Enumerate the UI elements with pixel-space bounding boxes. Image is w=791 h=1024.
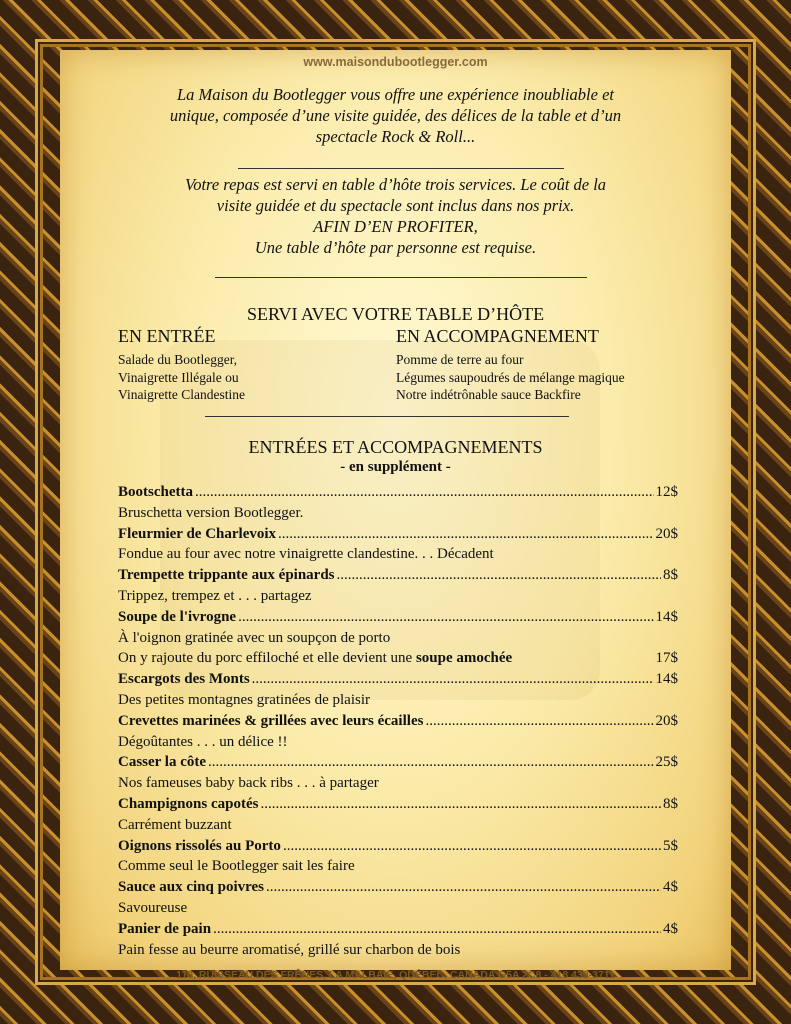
divider (205, 416, 569, 417)
item-description: Dégoûtantes . . . un délice !! (118, 733, 288, 750)
accompagnement-heading: EN ACCOMPAGNEMENT (396, 326, 599, 346)
item-price: 25$ (655, 754, 678, 771)
leader-dots (195, 484, 654, 501)
item-name: Casser la côte (118, 754, 207, 771)
menu-item (118, 609, 678, 630)
section-title: ENTRÉES ET ACCOMPAGNEMENTS (248, 437, 543, 457)
table-hote-title: SERVI AVEC VOTRE TABLE D’HÔTE (246, 304, 545, 324)
info-line: Une table d’hôte par personne est requise. (254, 238, 537, 257)
item-price: 14$ (655, 608, 678, 625)
entree-heading: EN ENTRÉE (118, 326, 216, 346)
soup-extra-price: 17$ (655, 650, 678, 667)
item-description: Nos fameuses baby back ribs . . . à partager (118, 775, 379, 792)
item-price: 20$ (655, 525, 678, 542)
menu-item (118, 796, 678, 817)
spacer (512, 650, 655, 671)
parchment (60, 50, 731, 981)
soup-extra-text: On y rajoute du porc effiloché et elle devient une (118, 650, 413, 667)
intro-line: La Maison du Bootlegger vous offre une expérience inoubliable et (176, 85, 614, 104)
leader-dots (213, 921, 661, 938)
item-name: Fleurmier de Charlevoix (118, 525, 277, 542)
item-price: 5$ (663, 837, 678, 854)
accompagnement-line: Notre indétrônable sauce Backfire (396, 387, 581, 402)
item-name: Champignons capotés (118, 795, 259, 812)
item-description: Des petites montagnes gratinées de plaisir (118, 691, 371, 708)
menu-item (118, 567, 678, 588)
divider (238, 168, 564, 169)
item-name: Escargots des Monts (118, 671, 250, 688)
leader-dots (266, 879, 661, 896)
menu-item (118, 713, 678, 734)
info-line: visite guidée et du spectacle sont inclus dans nos prix. (216, 196, 575, 215)
info-line: Votre repas est servi en table d’hôte trois services. Le coût de la (184, 175, 607, 194)
menu-item (118, 671, 678, 692)
item-name: Soupe de l'ivrogne (118, 608, 237, 625)
soup-extra-line (118, 650, 678, 671)
item-name: Crevettes marinées & grillées avec leurs écailles (118, 712, 424, 729)
item-description: Savoureuse (118, 899, 188, 916)
leader-dots (425, 713, 653, 730)
menu-item (118, 879, 678, 900)
leader-dots (252, 671, 654, 688)
accompagnement-list (396, 351, 625, 404)
item-name: Oignons rissolés au Porto (118, 837, 281, 854)
item-price: 12$ (655, 484, 678, 500)
item-name: Sauce aux cinq poivres (118, 879, 264, 896)
entree-line: Vinaigrette Clandestine (118, 387, 246, 402)
item-description: Comme seul le Bootlegger sait les faire (118, 858, 355, 875)
divider (215, 277, 587, 278)
intro-line: spectacle Rock & Roll... (315, 127, 476, 146)
info-text (60, 174, 731, 258)
menu-items (118, 484, 678, 962)
soup-extra-bold: soupe amochée (415, 650, 513, 667)
item-name: Trempette trippante aux épinards (118, 567, 335, 584)
entree-line: Salade du Bootlegger, (118, 352, 238, 367)
menu-item (118, 526, 678, 547)
leader-dots (238, 609, 653, 626)
item-price: 4$ (663, 920, 678, 937)
item-description: À l'oignon gratinée avec un soupçon de porto (118, 629, 391, 646)
section-subtitle: - en supplément - (340, 459, 451, 475)
menu-item (118, 754, 678, 775)
leader-dots (208, 754, 653, 771)
leader-dots (337, 567, 661, 584)
item-description: Bruschetta version Bootlegger. (118, 504, 304, 521)
item-price: 4$ (663, 879, 678, 896)
item-price: 8$ (663, 795, 678, 812)
item-description: Pain fesse au beurre aromatisé, grillé sur charbon de bois (118, 941, 461, 958)
item-description: Carrément buzzant (118, 816, 232, 833)
intro-text (60, 84, 731, 147)
item-name: Panier de pain (118, 920, 212, 937)
menu-item (118, 838, 678, 859)
menu-item (118, 484, 678, 505)
info-line: AFIN D’EN PROFITER, (313, 217, 478, 236)
accompagnement-line: Pomme de terre au four (396, 352, 524, 367)
item-name: Bootschetta (118, 484, 193, 500)
leader-dots (260, 796, 661, 813)
menu-item (118, 921, 678, 942)
leader-dots (278, 526, 653, 543)
item-description: Trippez, trempez et . . . partagez (118, 587, 312, 604)
item-price: 8$ (663, 567, 678, 584)
website-url[interactable]: www.maisondubootlegger.com (303, 55, 488, 69)
accompagnement-line: Légumes saupoudrés de mélange magique (396, 369, 625, 385)
item-price: 14$ (655, 671, 678, 688)
entree-line: Vinaigrette Illégale ou (118, 369, 239, 385)
footer-address: 110, RUISSEAU DES FRÊNES, LA MALBAIE, QUÉBEC, CANADA G5A 2C8 - 418 439-3711 (176, 969, 615, 981)
intro-line: unique, composée d’une visite guidée, des délices de la table et d’un (169, 106, 622, 125)
item-price: 20$ (655, 712, 678, 729)
leader-dots (283, 838, 661, 855)
item-description: Fondue au four avec notre vinaigrette clandestine. . . Décadent (118, 546, 494, 563)
entree-list (118, 351, 245, 404)
